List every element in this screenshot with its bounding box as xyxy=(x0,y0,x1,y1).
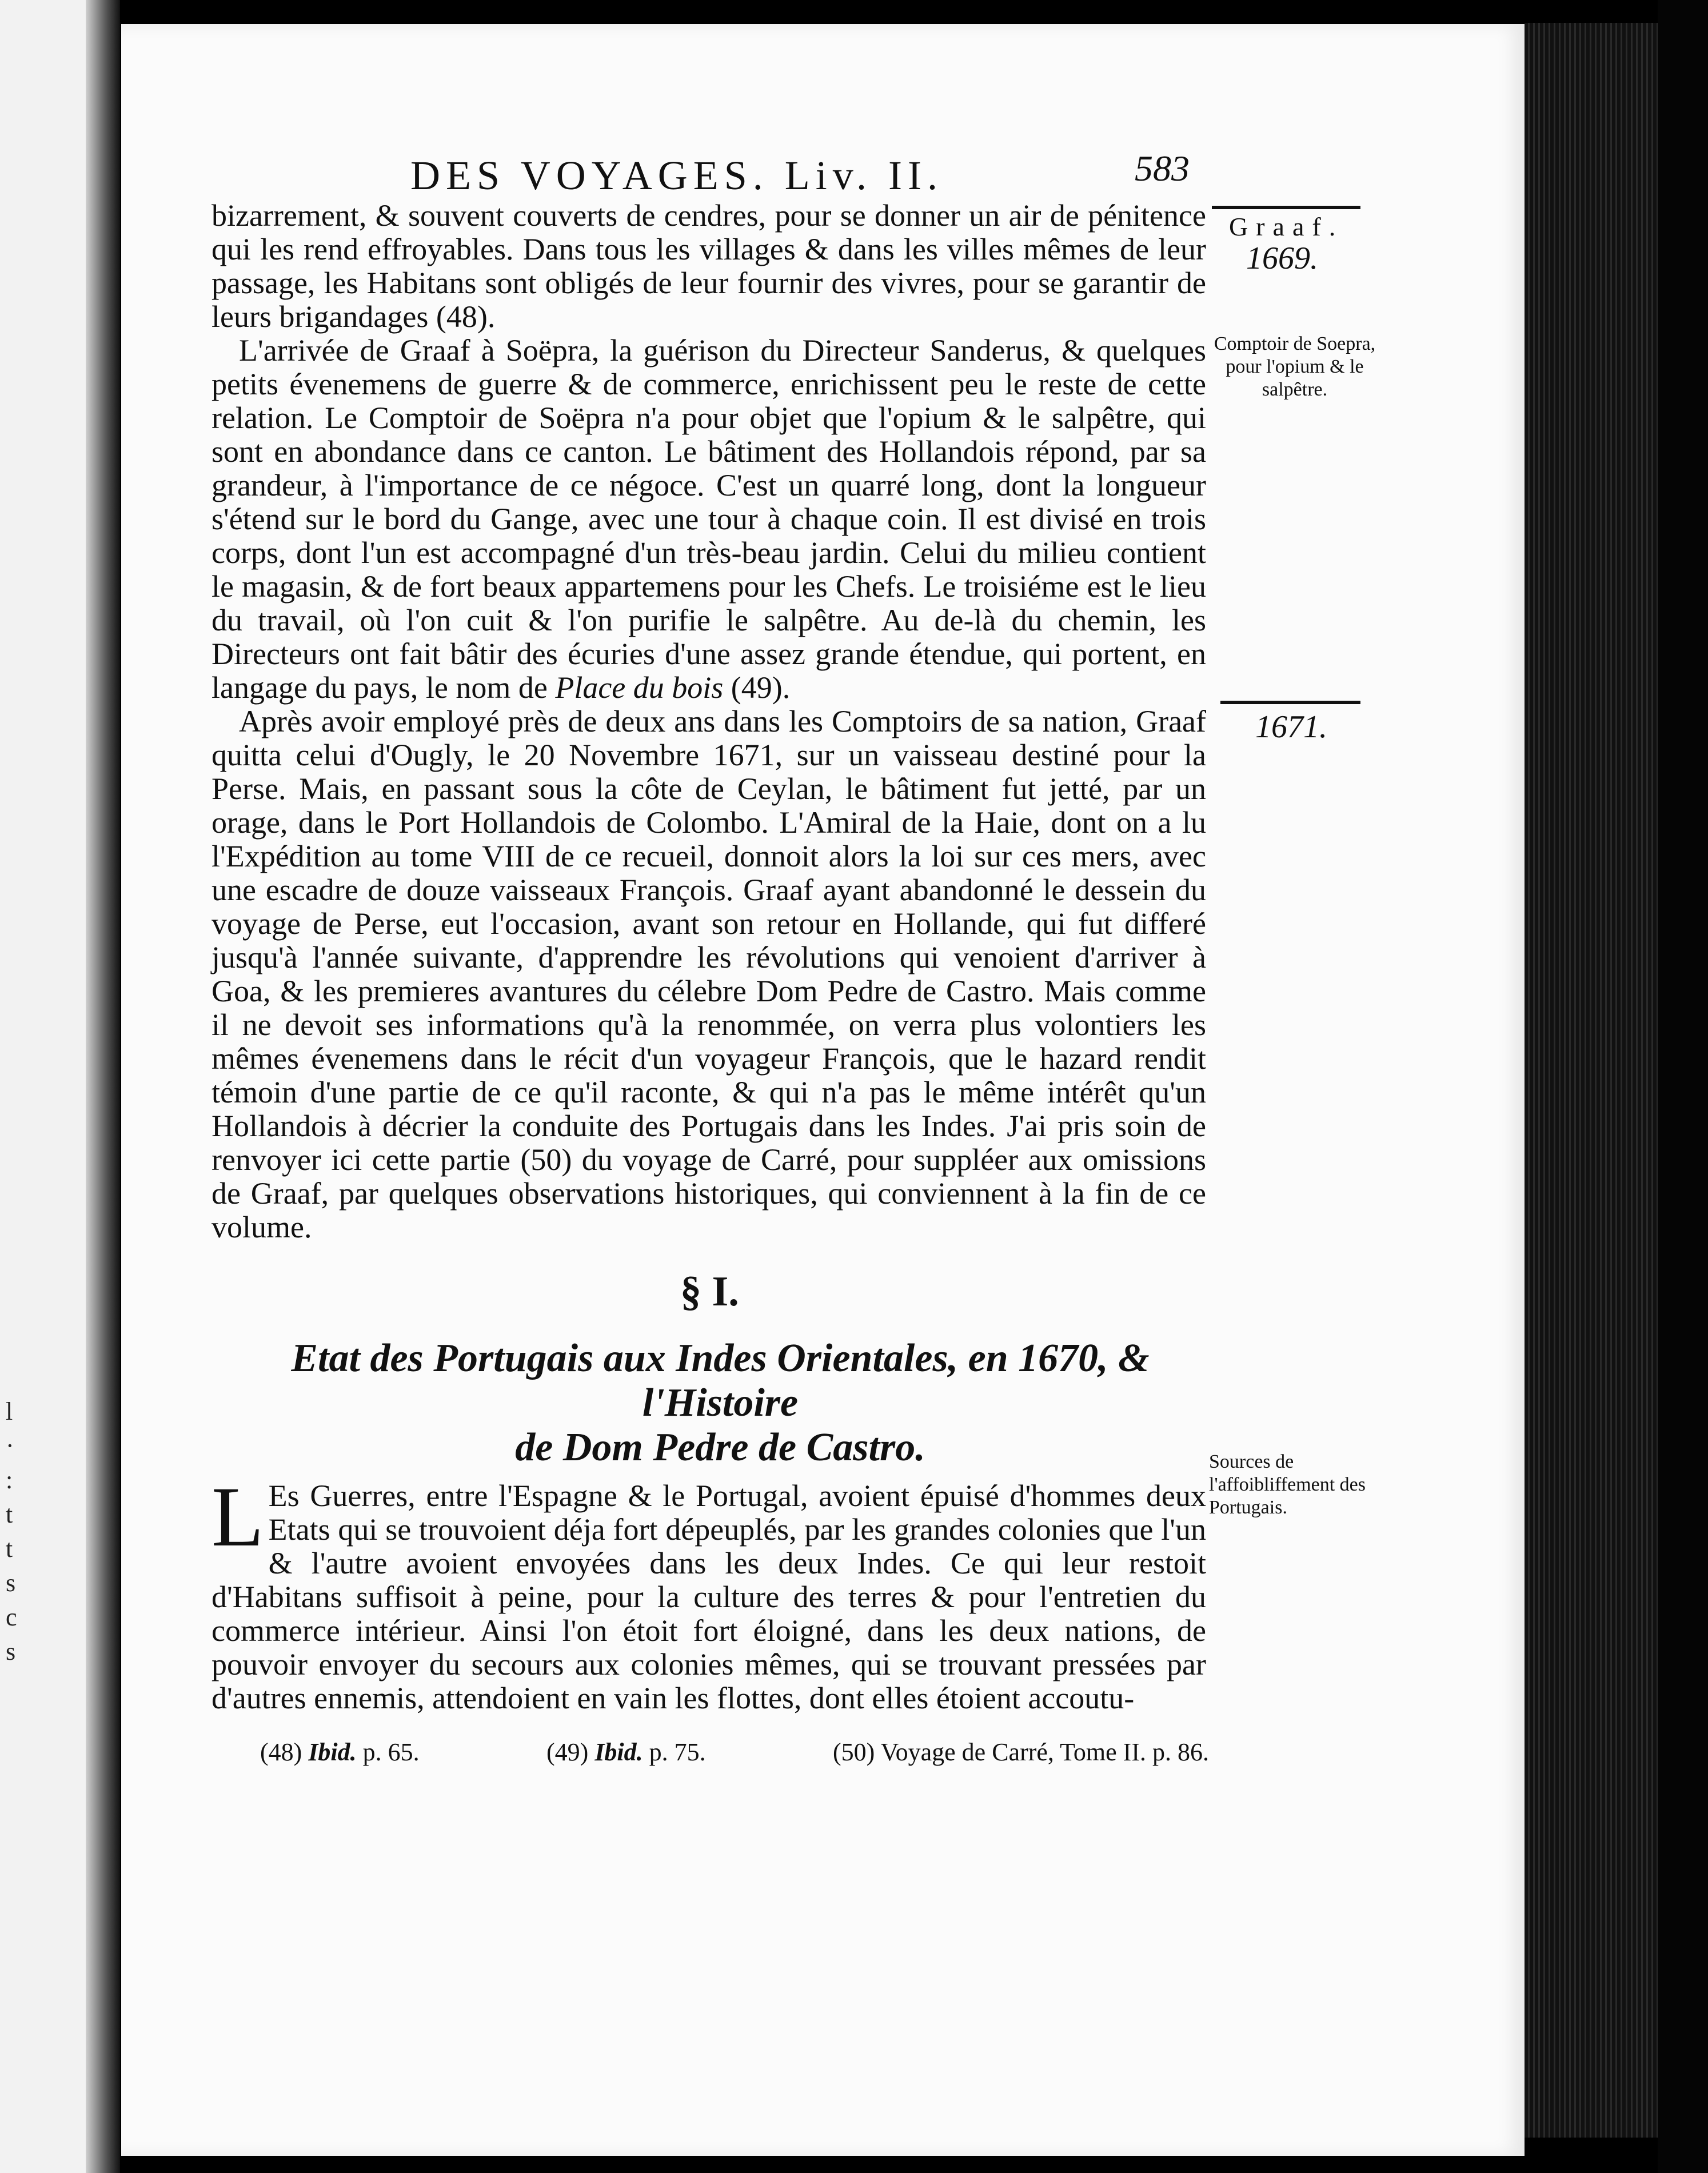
section-paragraph xyxy=(211,1469,1206,1715)
margin-rule-1671 xyxy=(1220,701,1360,704)
scan-border xyxy=(1658,0,1708,2173)
footnotes xyxy=(260,1737,1209,1767)
section-mark: § I. xyxy=(680,1268,739,1315)
margin-year-1669: 1669. xyxy=(1246,241,1318,276)
section-title-line-2: de Dom Pedre de Castro. xyxy=(515,1425,925,1469)
footnote-49-number: (49) xyxy=(546,1738,589,1766)
margin-year-1671: 1671. xyxy=(1255,709,1327,745)
paragraph-2-end: (49). xyxy=(731,670,791,705)
footnote-48 xyxy=(260,1737,420,1767)
section-paragraph-text: Es Guerres, entre l'Espagne & le Portugal, avoient épuisé d'hommes deux Etats qui se trouvoient déja fort dépeuplés, par les grandes colonies que l'un & l'autre avoient envoyées dans les deux Indes. Ce qui leur restoit d'Habitans suffisoit à peine, pour la culture des terres & pour l'entretien du commerce intérieur. Ainsi l'on étoit fort éloigné, dans les deux nations, de pouvoir envoyer du secours aux colonies mêmes, qui se trouvant pressées par d'autres ennemis, attendoient en vain les flottes, dont elles étoient accoutu- xyxy=(211,1479,1206,1715)
paragraph-1: bizarrement, & souvent couverts de cendres, pour se donner un air de pénitence qui les rend effroyables. Dans tous les villages & dans les villes mêmes de leur passage, les Habitans sont obligés de leur fournir des vivres, pour se garantir de leurs brigandages (48). xyxy=(211,198,1206,334)
footnote-49-ref: Ibid. xyxy=(594,1738,643,1766)
section-title xyxy=(229,1336,1212,1470)
footnote-50: (50) Voyage de Carré, Tome II. p. 86. xyxy=(833,1738,1209,1766)
margin-note-sources: Sources de l'affoibliffement des Portugais. xyxy=(1209,1451,1366,1518)
footnote-49 xyxy=(546,1737,706,1767)
drop-cap: L xyxy=(211,1469,264,1564)
facing-page-edge xyxy=(0,0,86,2173)
running-head: DES VOYAGES. Liv. II. xyxy=(410,153,944,198)
body-text xyxy=(211,199,1206,1244)
place-du-bois: Place du bois xyxy=(555,670,724,705)
margin-note-comptoir: Comptoir de Soepra, pour l'opium & le salpêtre. xyxy=(1214,333,1376,400)
section-title-line-1: Etat des Portugais aux Indes Orientales, en 1670, & l'Histoire xyxy=(291,1336,1150,1425)
paragraph-2-text: L'arrivée de Graaf à Soëpra, la guérison du Directeur Sanderus, & quelques petits évenemens de guerre & de commerce, enrichissent peu le reste de cette relation. Le Comptoir de Soëpra n'a pour objet que l'opium & le salpêtre, qui sont en abondance dans ce canton. Le bâtiment des Hollandois répond, par sa grandeur, à l'importance de ce négoce. C'est un quarré long, dont la longueur s'étend sur le bord du Gange, avec une tour à chaque coin. Il est divisé en trois corps, dont l'un est accompagné d'un très-beau jardin. Celui du milieu contient le magasin, & de fort beaux appartemens pour les Chefs. Le troisiéme est le lieu du travail, où l'on cuit & l'on purifie le salpêtre. Au de-là du chemin, les Directeurs ont fait bâtir des écuries d'une assez grande étendue, qui portent, en langage du pays, le nom de xyxy=(211,333,1206,705)
margin-author: Graaf. xyxy=(1229,212,1344,241)
page-number: 583 xyxy=(1135,148,1190,189)
footnote-48-number: (48) xyxy=(260,1738,302,1766)
facing-page-glyphs: l · : t t s c s xyxy=(6,1397,17,1665)
paragraph-2 xyxy=(211,334,1206,705)
book-gutter xyxy=(86,0,120,2173)
footnote-48-page: p. 65. xyxy=(362,1738,420,1766)
footnote-49-page: p. 75. xyxy=(649,1738,706,1766)
section-body xyxy=(211,1469,1206,1715)
paragraph-3: Après avoir employé près de deux ans dans les Comptoirs de sa nation, Graaf quitta celui d'Ougly, le 20 Novembre 1671, sur un vaisseau destiné pour la Perse. Mais, en passant sous la côte de Ceylan, le bâtiment fut jetté, par un orage, dans le Port Hollandois de Colombo. L'Amiral de la Haie, dont on a lu l'Expédition au tome VIII de ce recueil, donnoit alors la loi sur ces mers, avec une escadre de douze vaisseaux François. Graaf ayant abandonné le dessein du voyage de Perse, eut l'occasion, avant son retour en Hollande, qui fut differé jusqu'à l'année suivante, d'apprendre les révolutions qui venoient d'arriver à Goa, & les premieres avantures du célebre Dom Pedre de Castro. Mais comme il ne devoit ses informations qu'à la renommée, on verra plus volontiers les mêmes évenemens dans le récit d'un voyageur François, que le hazard rendit témoin d'une partie de ce qu'il raconte, & qui n'a pas le même intérêt qu'un Hollandois à décrier la conduite des Portugais dans les Indes. J'ai pris soin de renvoyer ici cette partie (50) du voyage de Carré, pour suppléer aux omissions de Graaf, par quelques observations historiques, qui conviennent à la fin de ce volume. xyxy=(211,704,1206,1244)
footnote-48-ref: Ibid. xyxy=(308,1738,357,1766)
margin-rule-top xyxy=(1212,206,1360,209)
